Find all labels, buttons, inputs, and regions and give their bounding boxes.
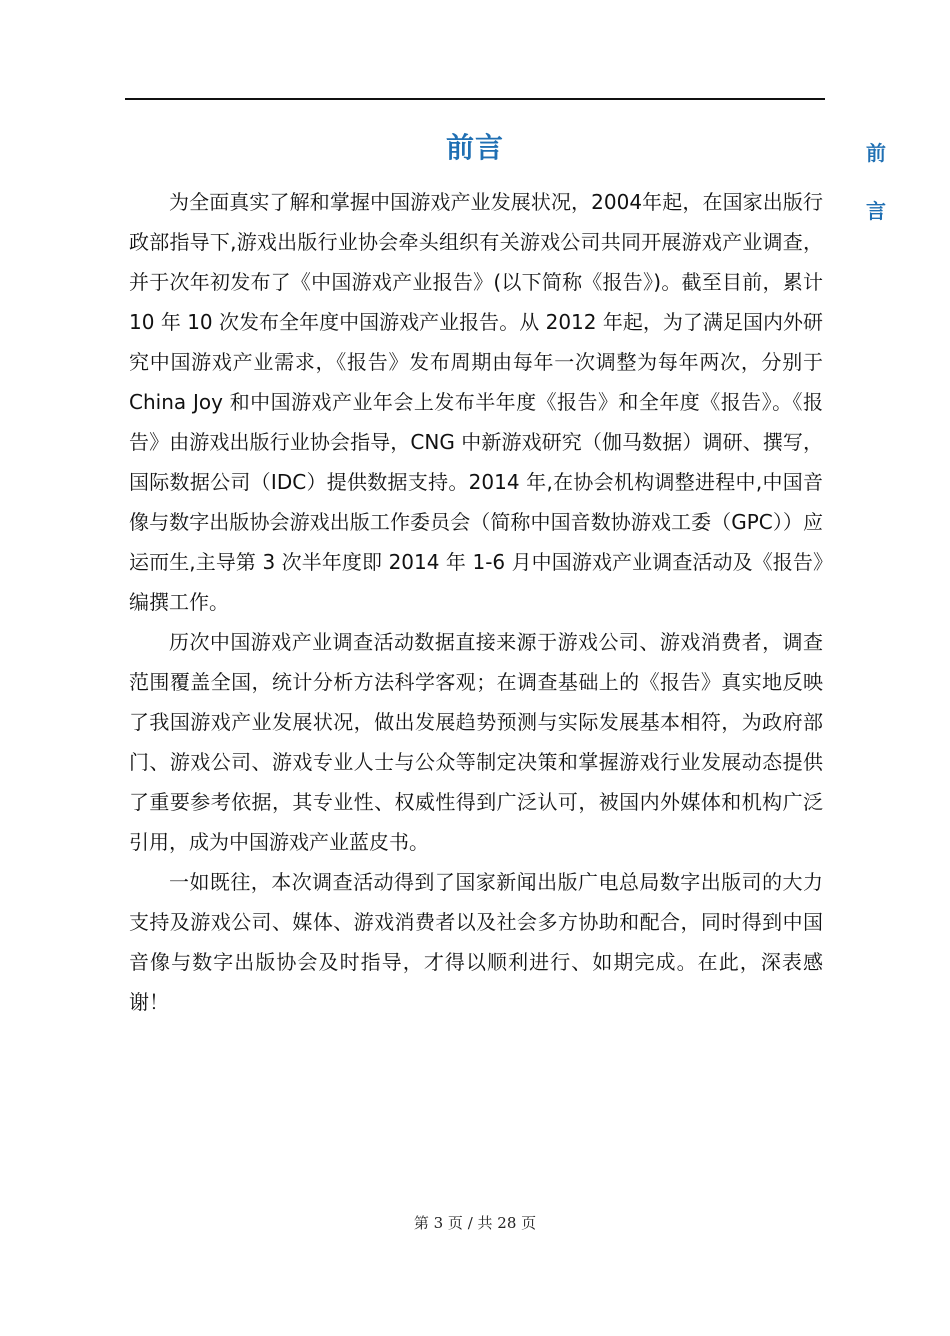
paragraph-2: 历次中国游戏产业调查活动数据直接来源于游戏公司、游戏消费者，调查范围覆盖全国，统计分析方法科学客观；在调查基础上的《报告》真实地反映了我国游戏产业发展状况，做出发展趋势预测与实际发展基本相符，为政府部门、游戏公司、游戏专业人士与公众等制定决策和掌握游戏行业发展动态提供了重要参考依据，其专业性、权威性得到广泛认可，被国内外媒体和机构广泛引用，成为中国游戏产业蓝皮书。 (129, 630, 823, 854)
header-rule (125, 98, 825, 100)
page-footer: 第 3 页 / 共 28 页 (413, 1214, 537, 1232)
side-tab-char-2: 言 (866, 199, 886, 223)
paragraph-1: 为全面真实了解和掌握中国游戏产业发展状况，2004年起，在国家出版行政部指导下,游戏出版行业协会牵头组织有关游戏公司共同开展游戏产业调查，并于次年初发布了《中国游戏产业报告》(以下简称《报告》)。截至目前，累计 10 年 10 次发布全年度中国游戏产业报告。从 2012 年起，为了满足国内外研究中国游戏产业需求，《报告》发布周期由每年一次调整为每年两次，分别于 China Joy 和中国游戏产业年会上发布半年度《报告》和全年度《报告》。《报告》由游戏出版行业协会指导，CNG 中新游戏研究（伽马数据）调研、撰写，国际数据公司（IDC）提供数据支持。2014 年,在协会机构调整进程中,中国音像与数字出版协会游戏出版工作委员会（简称中国音数协游戏工委（GPC））应运而生,主导第 3 次半年度即 2014 年 1-6 月中国游戏产业调查活动及《报告》编撰工作。 (129, 190, 823, 614)
side-tab-char-1: 前 (866, 141, 886, 165)
paragraph-3: 一如既往，本次调查活动得到了国家新闻出版广电总局数字出版司的大力支持及游戏公司、媒体、游戏消费者以及社会多方协助和配合，同时得到中国音像与数字出版协会及时指导，才得以顺利进行、如期完成。在此，深表感谢！ (129, 870, 823, 1014)
body-text (129, 182, 823, 1022)
page-title: 前言 (445, 131, 504, 164)
side-section-tab (858, 138, 894, 254)
